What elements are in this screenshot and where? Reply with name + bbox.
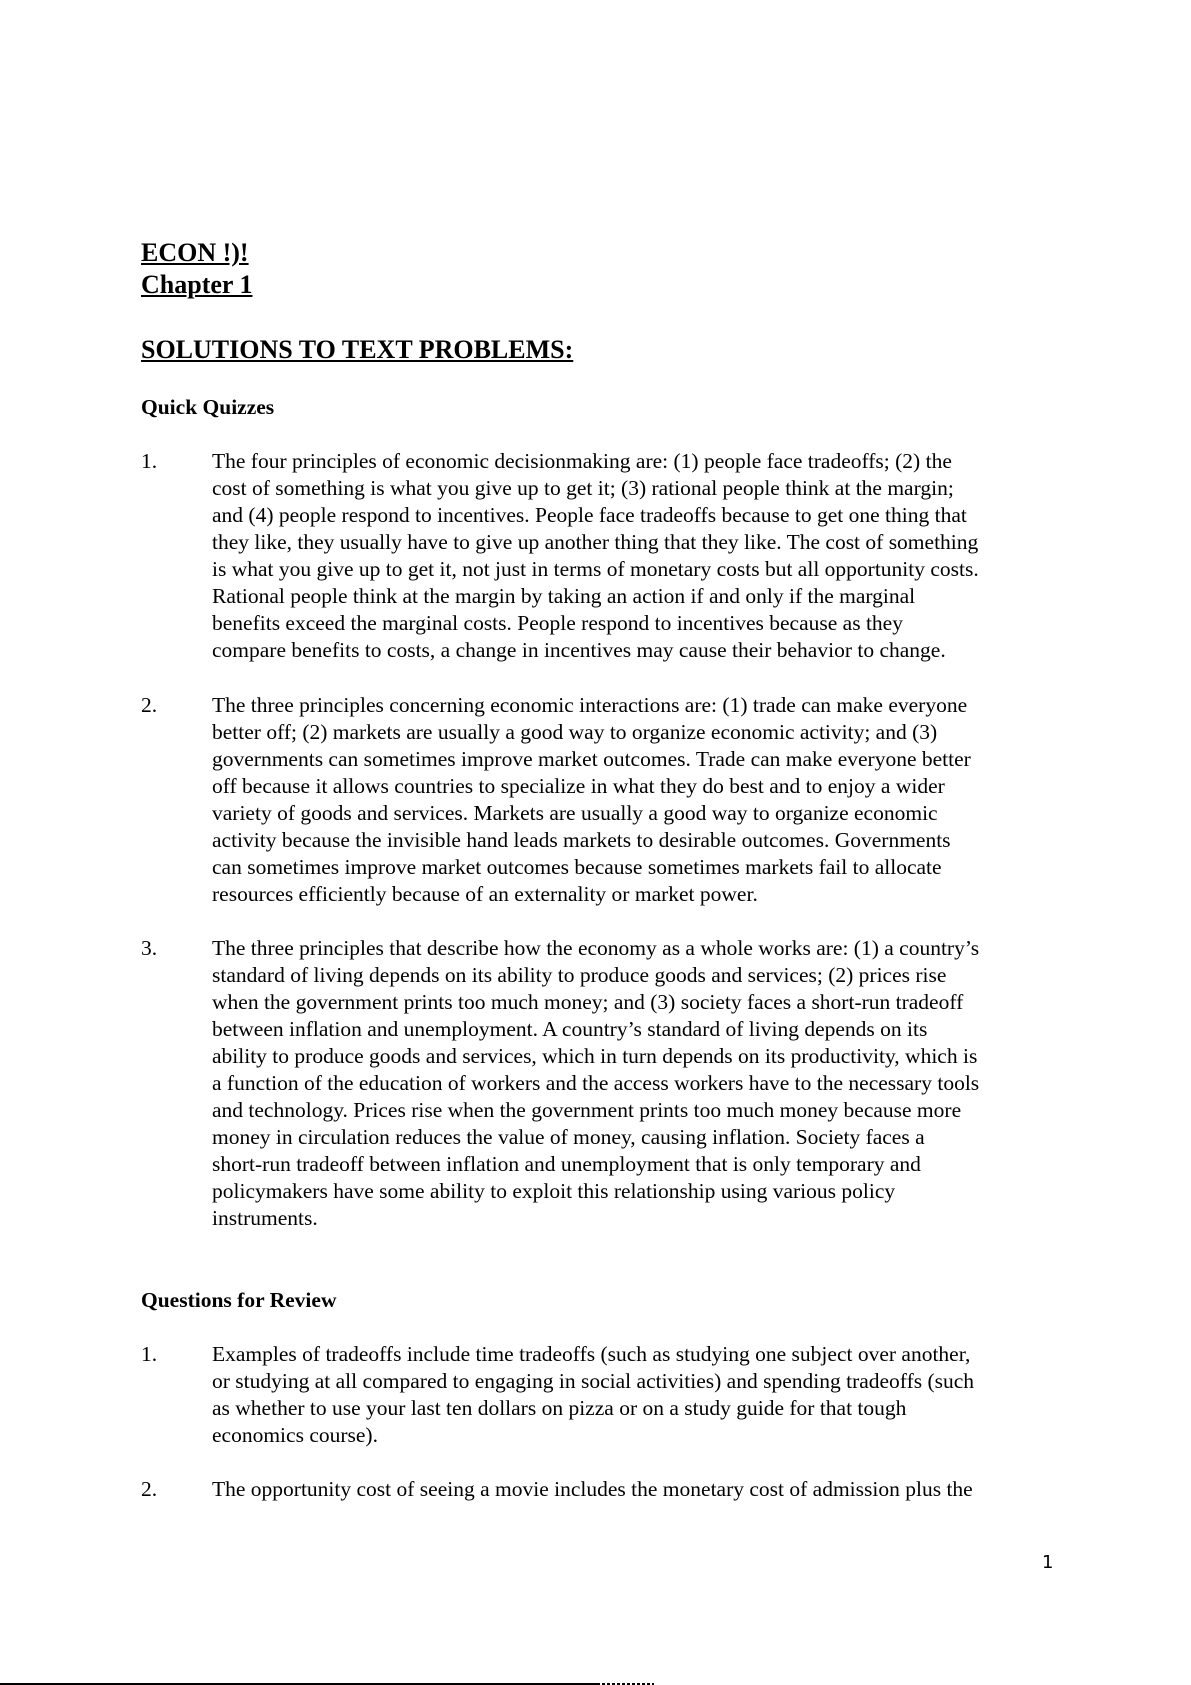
text-line: The three principles concerning economic interactions are: (1) trade can make everyone: [212, 693, 968, 717]
text-line: policymakers have some ability to exploit this relationship using various policy: [212, 1179, 896, 1203]
text-line: when the government prints too much money; and (3) society faces a short-run tradeoff: [212, 990, 964, 1014]
text-line: a function of the education of workers and the access workers have to the necessary tools: [212, 1071, 980, 1095]
text-line: governments can sometimes improve market outcomes. Trade can make everyone better: [212, 747, 971, 771]
chapter-heading: Chapter 1: [141, 270, 253, 299]
text-line: off because it allows countries to specialize in what they do best and to enjoy a wider: [212, 774, 945, 798]
text-line: standard of living depends on its ability to produce goods and services; (2) prices rise: [212, 963, 947, 987]
page-title: SOLUTIONS TO TEXT PROBLEMS:: [141, 335, 574, 364]
text-line: can sometimes improve market outcomes because sometimes markets fail to allocate: [212, 855, 942, 879]
text-line: and technology. Prices rise when the government prints too much money because more: [212, 1098, 962, 1122]
text-line: ability to produce goods and services, which in turn depends on its productivity, which is: [212, 1044, 978, 1068]
text-line: benefits exceed the marginal costs. People respond to incentives because as they: [212, 611, 903, 635]
item-text: [212, 1341, 974, 1449]
text-line: The opportunity cost of seeing a movie includes the monetary cost of admission plus the: [212, 1477, 973, 1501]
item-number: 1.: [141, 449, 158, 473]
text-line: is what you give up to get it, not just in terms of monetary costs but all opportunity costs.: [212, 557, 979, 581]
text-line: activity because the invisible hand leads markets to desirable outcomes. Governments: [212, 828, 951, 852]
text-line: resources efficiently because of an externality or market power.: [212, 882, 758, 906]
text-line: they like, they usually have to give up another thing that they like. The cost of something: [212, 530, 979, 554]
item-text: [212, 1476, 973, 1503]
text-line: better off; (2) markets are usually a good way to organize economic activity; and (3): [212, 720, 938, 744]
text-line: The four principles of economic decisionmaking are: (1) people face tradeoffs; (2) the: [212, 449, 952, 473]
text-line: between inflation and unemployment. A country’s standard of living depends on its: [212, 1017, 928, 1041]
text-line: or studying at all compared to engaging in social activities) and spending tradeoffs (such: [212, 1369, 975, 1393]
text-line: variety of goods and services. Markets are usually a good way to organize economic: [212, 801, 938, 825]
text-line: cost of something is what you give up to get it; (3) rational people think at the margin;: [212, 476, 954, 500]
item-text: [212, 692, 971, 908]
quick-quizzes-heading: Quick Quizzes: [141, 395, 275, 419]
text-line: Examples of tradeoffs include time tradeoffs (such as studying one subject over another,: [212, 1342, 971, 1366]
item-text: [212, 935, 979, 1232]
item-number: 2.: [141, 693, 158, 717]
text-line: The three principles that describe how the economy as a whole works are: (1) a country’s: [212, 936, 980, 960]
text-line: and (4) people respond to incentives. People face tradeoffs because to get one thing that: [212, 503, 967, 527]
item-text: [212, 448, 979, 664]
text-line: as whether to use your last ten dollars on pizza or on a study guide for that tough: [212, 1396, 907, 1420]
text-line: economics course).: [212, 1423, 378, 1447]
page-number: 1: [1042, 1552, 1054, 1573]
course-heading: ECON !)!: [141, 238, 249, 267]
text-line: short-run tradeoff between inflation and unemployment that is only temporary and: [212, 1152, 921, 1176]
text-line: instruments.: [212, 1206, 318, 1230]
item-number: 3.: [141, 936, 158, 960]
item-number: 1.: [141, 1342, 158, 1366]
item-number: 2.: [141, 1477, 158, 1501]
text-line: money in circulation reduces the value of money, causing inflation. Society faces a: [212, 1125, 925, 1149]
questions-for-review-heading: Questions for Review: [141, 1288, 337, 1312]
text-line: Rational people think at the margin by taking an action if and only if the marginal: [212, 584, 916, 608]
text-line: compare benefits to costs, a change in incentives may cause their behavior to change.: [212, 638, 946, 662]
